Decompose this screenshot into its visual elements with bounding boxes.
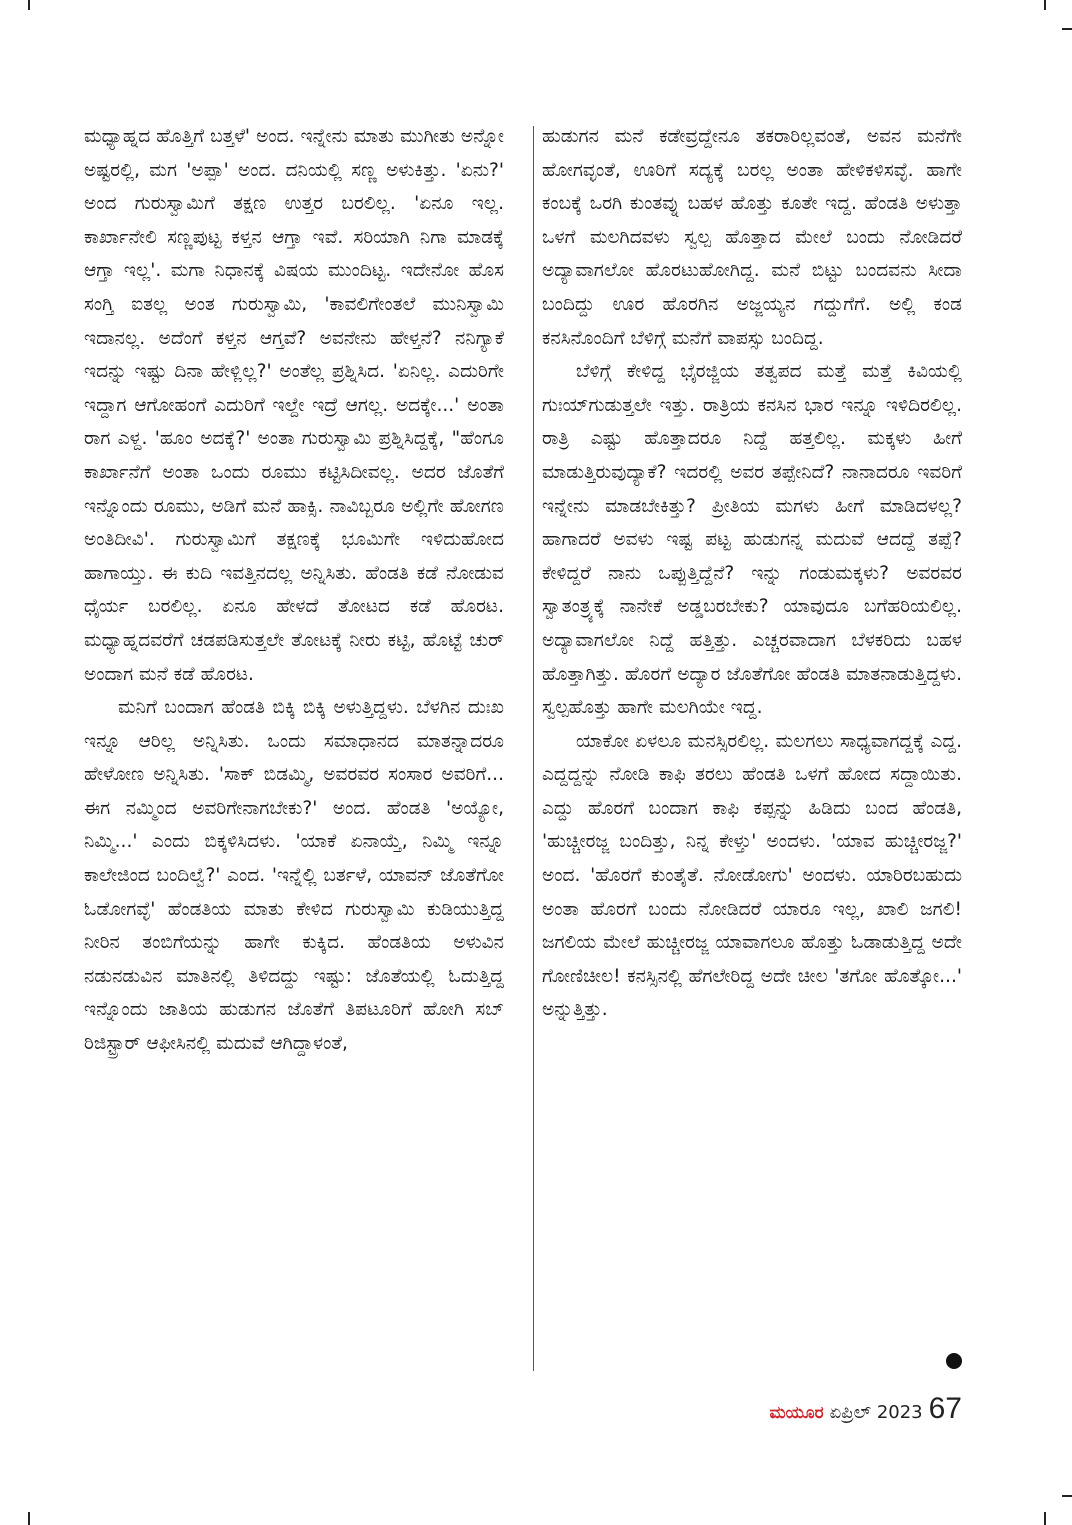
paragraph: ಯಾಕೋ ಏಳಲೂ ಮನಸ್ಸಿರಲಿಲ್ಲ. ಮಲಗಲು ಸಾಧ್ಯವಾಗದ್ದಕ್ಕೆ ಎದ್ದ. ಎದ್ದದ್ದನ್ನು ನೋಡಿ ಕಾಫಿ ತರಲು ಹೆಂಡತಿ ಒಳಗೆ ಹೋದ ಸದ್ದಾಯಿತು. ಎದ್ದು ಹೊರಗೆ ಬಂದಾಗ ಕಾಫಿ ಕಪ್ಪನ್ನು ಹಿಡಿದು ಬಂದ ಹೆಂಡತಿ, 'ಹುಚ್ಚೀರಜ್ಜ ಬಂದಿತ್ತು, ನಿನ್ನ ಕೇಳ್ತು' ಅಂದಳು. 'ಯಾವ ಹುಚ್ಚೀರಜ್ಜ?' ಅಂದ. 'ಹೊರಗೆ ಕುಂತೈತೆ. ನೋಡೋಗು' ಅಂದಳು. ಯಾರಿರಬಹುದು ಅಂತಾ ಹೊರಗೆ ಬಂದು ನೋಡಿದರೆ ಯಾರೂ ಇಲ್ಲ, ಖಾಲಿ ಜಗಲಿ! ಜಗಲಿಯ ಮೇಲೆ ಹುಚ್ಚೀರಜ್ಜ ಯಾವಾಗಲೂ ಹೊತ್ತು ಓಡಾಡುತ್ತಿದ್ದ ಅದೇ ಗೋಣಿಚೀಲ! ಕನಸ್ಸಿನಲ್ಲಿ ಹೆಗಲೇರಿದ್ದ ಅದೇ ಚೀಲ 'ತಗೋ ಹೊತ್ಕೋ...' ಅನ್ನುತ್ತಿತ್ತು. xyxy=(542,730,962,1021)
crop-mark-right-lower xyxy=(1062,1495,1072,1497)
paragraph: ಹುಡುಗನ ಮನೆ ಕಡೇವ್ರದ್ದೇನೂ ತಕರಾರಿಲ್ಲವಂತೆ, ಅವನ ಮನೆಗೇ ಹೋಗವ್ಳಂತೆ, ಊರಿಗೆ ಸದ್ಯಕ್ಕೆ ಬರಲ್ಲ ಅಂತಾ ಹೇಳಿಕಳಿಸವ್ಳೆ. ಹಾಗೇ ಕಂಬಕ್ಕೆ ಒರಗಿ ಕುಂತವ್ನು ಬಹಳ ಹೊತ್ತು ಕೂತೇ ಇದ್ದ. ಹೆಂಡತಿ ಅಳುತ್ತಾ ಒಳಗೆ ಮಲಗಿದವಳು ಸ್ವಲ್ಪ ಹೊತ್ತಾದ ಮೇಲೆ ಬಂದು ನೋಡಿದರೆ ಅದ್ಯಾವಾಗಲೋ ಹೊರಟುಹೋಗಿದ್ದ. ಮನೆ ಬಿಟ್ಟು ಬಂದವನು ಸೀದಾ ಬಂದಿದ್ದು ಊರ ಹೊರಗಿನ ಅಜ್ಜಯ್ಯನ ಗದ್ದುಗೆಗೆ. ಅಲ್ಲಿ ಕಂಡ ಕನಸಿನೊಂದಿಗೆ ಬೆಳಿಗ್ಗೆ ಮನೆಗೆ ವಾಪಸ್ಸು ಬಂದಿದ್ದ. xyxy=(542,126,962,349)
page-number: 67 xyxy=(928,1392,962,1425)
column-divider xyxy=(533,126,534,1371)
paragraph: ಬೆಳಿಗ್ಗೆ ಕೇಳಿದ್ದ ಭೈರಜ್ಜಿಯ ತತ್ವಪದ ಮತ್ತೆ ಮತ್ತೆ ಕಿವಿಯಲ್ಲಿ ಗುಃಯ್‌ಗುಡುತ್ತಲೇ ಇತ್ತು. ರಾತ್ರಿಯ ಕನಸಿನ ಭಾರ ಇನ್ನೂ ಇಳಿದಿರಲಿಲ್ಲ. ರಾತ್ರಿ ಎಷ್ಟು ಹೊತ್ತಾದರೂ ನಿದ್ದೆ ಹತ್ತಲಿಲ್ಲ. ಮಕ್ಕಳು ಹೀಗೆ ಮಾಡುತ್ತಿರುವುದ್ಯಾಕೆ? ಇದರಲ್ಲಿ ಅವರ ತಪ್ಪೇನಿದೆ? ನಾನಾದರೂ ಇವರಿಗೆ ಇನ್ನೇನು ಮಾಡಬೇಕಿತ್ತು? ಪ್ರೀತಿಯ ಮಗಳು ಹೀಗೆ ಮಾಡಿದಳಲ್ಲ? ಹಾಗಾದರೆ ಅವಳು ಇಷ್ಟ ಪಟ್ಟ ಹುಡುಗನ್ನ ಮದುವೆ ಆದದ್ದೆ ತಪ್ಪೆ? ಕೇಳಿದ್ದರೆ ನಾನು ಒಪ್ಪುತ್ತಿದ್ದೆನೆ? ಇನ್ನು ಗಂಡುಮಕ್ಕಳು? ಅವರವರ ಸ್ವಾತಂತ್ರ್ಯಕ್ಕೆ ನಾನೇಕೆ ಅಡ್ಡಬರಬೇಕು? ಯಾವುದೂ ಬಗೆಹರಿಯಲಿಲ್ಲ. ಅದ್ಯಾವಾಗಲೋ ನಿದ್ದೆ ಹತ್ತಿತ್ತು. ಎಚ್ಚರವಾದಾಗ ಬೆಳಕರಿದು ಬಹಳ ಹೊತ್ತಾಗಿತ್ತು. ಹೊರಗೆ ಅದ್ಯಾರ ಜೊತೆಗೋ ಹೆಂಡತಿ ಮಾತನಾಡುತ್ತಿದ್ದಳು. ಸ್ವಲ್ಪಹೊತ್ತು ಹಾಗೇ ಮಲಗಿಯೇ ಇದ್ದ. xyxy=(542,361,962,719)
crop-mark-top-left xyxy=(28,0,30,10)
crop-mark-bottom-right xyxy=(1044,1512,1046,1525)
crop-mark-top-right xyxy=(1044,0,1046,10)
left-column xyxy=(84,120,504,1061)
end-of-story-bullet-icon xyxy=(946,1353,962,1369)
right-column xyxy=(542,120,962,1027)
paragraph: ಮನಿಗೆ ಬಂದಾಗ ಹೆಂಡತಿ ಬಿಕ್ಕಿ ಬಿಕ್ಕಿ ಅಳುತ್ತಿದ್ದಳು. ಬೆಳಗಿನ ದುಃಖ ಇನ್ನೂ ಆರಿಲ್ಲ ಅನ್ನಿಸಿತು. ಒಂದು ಸಮಾಧಾನದ ಮಾತನ್ನಾದರೂ ಹೇಳೋಣ ಅನ್ನಿಸಿತು. 'ಸಾಕ್ ಬಿಡಮ್ಮಿ, ಅವರವರ ಸಂಸಾರ ಅವರಿಗೆ... ಈಗ ನಮ್ಮಿಂದ ಅವರಿಗೇನಾಗಬೇಕು?' ಅಂದ. ಹೆಂಡತಿ 'ಅಯ್ಯೋ, ನಿಮ್ಮಿ...' ಎಂದು ಬಿಕ್ಕಳಿಸಿದಳು. 'ಯಾಕೆ ಏನಾಯ್ತೆ, ನಿಮ್ಮಿ ಇನ್ನೂ ಕಾಲೇಜಿಂದ ಬಂದಿಲ್ವೆ?' ಎಂದ. 'ಇನ್ನೆಲ್ಲಿ ಬರ್ತಳೆ, ಯಾವನ್ ಜೊತೆಗೋ ಓಡೋಗವ್ಳೆ' ಹೆಂಡತಿಯ ಮಾತು ಕೇಳಿದ ಗುರುಸ್ವಾಮಿ ಕುಡಿಯುತ್ತಿದ್ದ ನೀರಿನ ತಂಬಿಗೆಯನ್ನು ಹಾಗೇ ಕುಕ್ಕಿದ. ಹೆಂಡತಿಯ ಅಳುವಿನ ನಡುನಡುವಿನ ಮಾತಿನಲ್ಲಿ ತಿಳಿದದ್ದು ಇಷ್ಟು: ಜೊತೆಯಲ್ಲಿ ಓದುತ್ತಿದ್ದ ಇನ್ನೊಂದು ಜಾತಿಯ ಹುಡುಗನ ಜೊತೆಗೆ ತಿಪಟೂರಿಗೆ ಹೋಗಿ ಸಬ್ ರಿಜಿಸ್ಟ್ರಾರ್ ಆಫೀಸಿನಲ್ಲಿ ಮದುವೆ ಆಗಿದ್ದಾಳಂತೆ, xyxy=(84,697,504,1055)
article-body xyxy=(84,120,962,1380)
issue-date: ಏಪ್ರಿಲ್ 2023 xyxy=(829,1402,923,1423)
crop-mark-right-upper xyxy=(1062,28,1072,30)
paragraph: ಮಧ್ಯಾಹ್ನದ ಹೊತ್ತಿಗೆ ಬತ್ತಳೆ' ಅಂದ. ಇನ್ನೇನು ಮಾತು ಮುಗೀತು ಅನ್ನೋ ಅಷ್ಟರಲ್ಲಿ, ಮಗ 'ಅಪ್ಪಾ' ಅಂದ. ದನಿಯಲ್ಲಿ ಸಣ್ಣ ಅಳುಕಿತ್ತು. 'ಏನು?' ಅಂದ ಗುರುಸ್ವಾಮಿಗೆ ತಕ್ಷಣ ಉತ್ತರ ಬರಲಿಲ್ಲ. 'ಏನೂ ಇಲ್ಲ. ಕಾರ್ಖಾನೇಲಿ ಸಣ್ಣಪುಟ್ಟ ಕಳ್ತನ ಆಗ್ತಾ ಇವೆ. ಸರಿಯಾಗಿ ನಿಗಾ ಮಾಡಕ್ಕೆ ಆಗ್ತಾ ಇಲ್ಲ'. ಮಗಾ ನಿಧಾನಕ್ಕೆ ವಿಷಯ ಮುಂದಿಟ್ಟ. ಇದೇನೋ ಹೊಸ ಸಂಗ್ತಿ ಐತಲ್ಲ ಅಂತ ಗುರುಸ್ವಾಮಿ, 'ಕಾವಲಿಗೇಂತಲೆ ಮುನಿಸ್ವಾಮಿ ಇದಾನಲ್ಲ. ಅದೆಂಗೆ ಕಳ್ತನ ಆಗ್ತವೆ? ಅವನೇನು ಹೇಳ್ತನೆ? ನನಿಗ್ಯಾಕೆ ಇದನ್ನು ಇಷ್ಟು ದಿನಾ ಹೇಳ್ಲಿಲ್ಲ?' ಅಂತೆಲ್ಲ ಪ್ರಶ್ನಿಸಿದ. 'ಏನಿಲ್ಲ. ಎದುರಿಗೇ ಇದ್ದಾಗ ಆಗೋಹಂಗೆ ಎದುರಿಗೆ ಇಲ್ದೇ ಇದ್ರೆ ಆಗಲ್ಲ. ಅದಕ್ಕೇ...' ಅಂತಾ ರಾಗ ಎಳ್ದ. 'ಹೂಂ ಅದಕ್ಕೆ?' ಅಂತಾ ಗುರುಸ್ವಾಮಿ ಪ್ರಶ್ನಿಸಿದ್ದಕ್ಕೆ, "ಹೆಂಗೂ ಕಾರ್ಖಾನೆಗೆ ಅಂತಾ ಒಂದು ರೂಮು ಕಟ್ಟಿಸಿದೀವಲ್ಲ. ಅದರ ಜೊತೆಗೆ ಇನ್ನೊಂದು ರೂಮು, ಅಡಿಗೆ ಮನೆ ಹಾಕ್ಸಿ. ನಾವಿಬ್ಬರೂ ಅಲ್ಲಿಗೇ ಹೋಗಣ ಅಂತಿದೀವಿ'. ಗುರುಸ್ವಾಮಿಗೆ ತಕ್ಷಣಕ್ಕೆ ಭೂಮಿಗೇ ಇಳಿದುಹೋದ ಹಾಗಾಯ್ತು. ಈ ಕುದಿ ಇವತ್ತಿನದಲ್ಲ ಅನ್ನಿಸಿತು. ಹೆಂಡತಿ ಕಡೆ ನೋಡುವ ಧೈರ್ಯ ಬರಲಿಲ್ಲ. ಏನೂ ಹೇಳದೆ ತೋಟದ ಕಡೆ ಹೊರಟ. ಮಧ್ಯಾಹ್ನದವರೆಗೆ ಚಡಪಡಿಸುತ್ತಲೇ ತೋಟಕ್ಕೆ ನೀರು ಕಟ್ಟಿ, ಹೊಟ್ಟೆ ಚುರ್ ಅಂದಾಗ ಮನೆ ಕಡೆ ಹೊರಟ. xyxy=(84,126,504,685)
crop-mark-bottom-left xyxy=(28,1512,30,1525)
page-footer xyxy=(769,1392,962,1426)
magazine-logo: ಮಯೂರ xyxy=(769,1403,824,1423)
